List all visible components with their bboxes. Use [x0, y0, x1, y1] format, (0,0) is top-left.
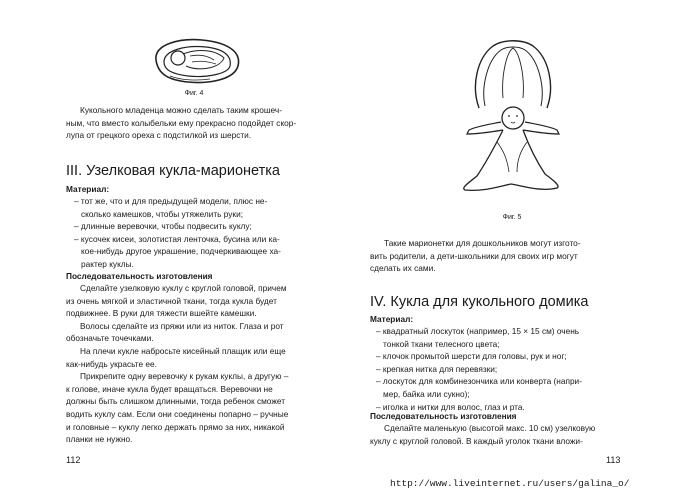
text-line: сделать их сами.: [370, 263, 436, 274]
text-line: из очень мягкой и эластичной ткани, тогда кукла будет: [66, 295, 277, 306]
text-line: Прикрепите одну веревочку к рукам куклы, а другую –: [80, 371, 289, 382]
figure-caption: Фиг. 4: [184, 90, 204, 97]
list-item: – крепкая нитка для перевязки;: [376, 363, 498, 374]
list-item: кое-нибудь другое украшение, подчеркивающее ха-: [81, 246, 281, 257]
watermark-url: http://www.liveinternet.ru/users/galina_o/: [390, 478, 630, 489]
text-line: куклу с круглой головой. В каждый уголок ткани вложи-: [370, 435, 583, 446]
text-line: к голове, иначе кукла будет вращаться. Веревочки не: [66, 383, 273, 394]
materials-list: [376, 325, 626, 413]
text-line: На плечи кукле набросьте кисейный плащик или еще: [80, 345, 286, 356]
page-number: 112: [66, 455, 81, 465]
text-line: водить куклу сам. Если они соединены попарно – ручные: [66, 408, 289, 419]
page-number: 113: [606, 455, 621, 465]
sequence-title: Последовательность изготовления: [370, 411, 517, 421]
section-heading: IV. Кукла для кукольного домика: [370, 294, 589, 310]
list-item: – иголка и нитки для волос, глаз и рта.: [376, 401, 525, 412]
text-line: Волосы сделайте из пряжи или из ниток. Глаза и рот: [80, 320, 284, 331]
text-line: подвижнее. В руки для тяжести вшейте камешки.: [66, 308, 257, 319]
sequence-text: [370, 422, 624, 447]
materials-list: [74, 195, 320, 271]
walnut-cradle-illustration: [150, 36, 246, 86]
text-line: должны быть слишком длинными, тогда ребенок сможет: [66, 396, 286, 407]
list-item: тонкой ткани телесного цвета;: [383, 338, 500, 349]
list-item: – лоскуток для комбинезончика или конверта (напри-: [376, 376, 582, 387]
list-item: – квадратный лоскуток (например, 15 × 15 см) очень: [376, 326, 580, 336]
list-item: – тот же, что и для предыдущей модели, плюс не-: [74, 196, 268, 206]
list-item: – кусочек кисеи, золотистая ленточка, бусина или ка-: [74, 233, 280, 244]
text-line: ным, что вместо колыбельки ему прекрасно подойдет скор-: [66, 117, 297, 128]
right-page: [350, 0, 699, 494]
text-line: как-нибудь украсьте ее.: [66, 358, 157, 369]
text-line: вить родители, а дети-школьники для своих игр могут: [370, 250, 578, 261]
list-item: – длинные веревочки, чтобы подвесить куклу;: [74, 221, 252, 232]
marionette-puppet-illustration: [457, 38, 569, 204]
section-heading: III. Узелковая кукла-марионетка: [66, 163, 280, 179]
text-line: лупа от грецкого ореха с подстилкой из шерсти.: [66, 130, 252, 141]
text-line: Сделайте маленькую (высотой макс. 10 см) узелковую: [384, 423, 596, 433]
materials-title: Материал:: [66, 184, 110, 194]
list-item: мер, байка или сукно);: [383, 388, 470, 399]
intro-paragraph: [66, 104, 320, 142]
text-line: Такие марионетки для дошкольников могут изгото-: [384, 238, 581, 248]
materials-title: Материал:: [370, 314, 414, 324]
text-line: планки не нужно.: [66, 434, 133, 445]
sequence-text: [66, 282, 320, 446]
text-line: обозначьте точечками.: [66, 333, 154, 344]
text-line: Кукольного младенца можно сделать таким крошеч-: [80, 105, 282, 115]
left-page: [0, 0, 349, 494]
list-item: – клочок промытой шерсти для головы, рук и ног;: [376, 351, 567, 362]
text-line: Сделайте узелковую куклу с круглой головой, причем: [80, 283, 287, 293]
text-line: и головные – куклу легко держать прямо за них, никакой: [66, 421, 285, 432]
sequence-title: Последовательность изготовления: [66, 271, 213, 281]
list-item: рактер куклы.: [81, 258, 134, 269]
figure-caption: Фиг. 5: [502, 214, 522, 221]
list-item: сколько камешков, чтобы утяжелить руки;: [81, 208, 244, 219]
intro-paragraph: [370, 237, 624, 275]
